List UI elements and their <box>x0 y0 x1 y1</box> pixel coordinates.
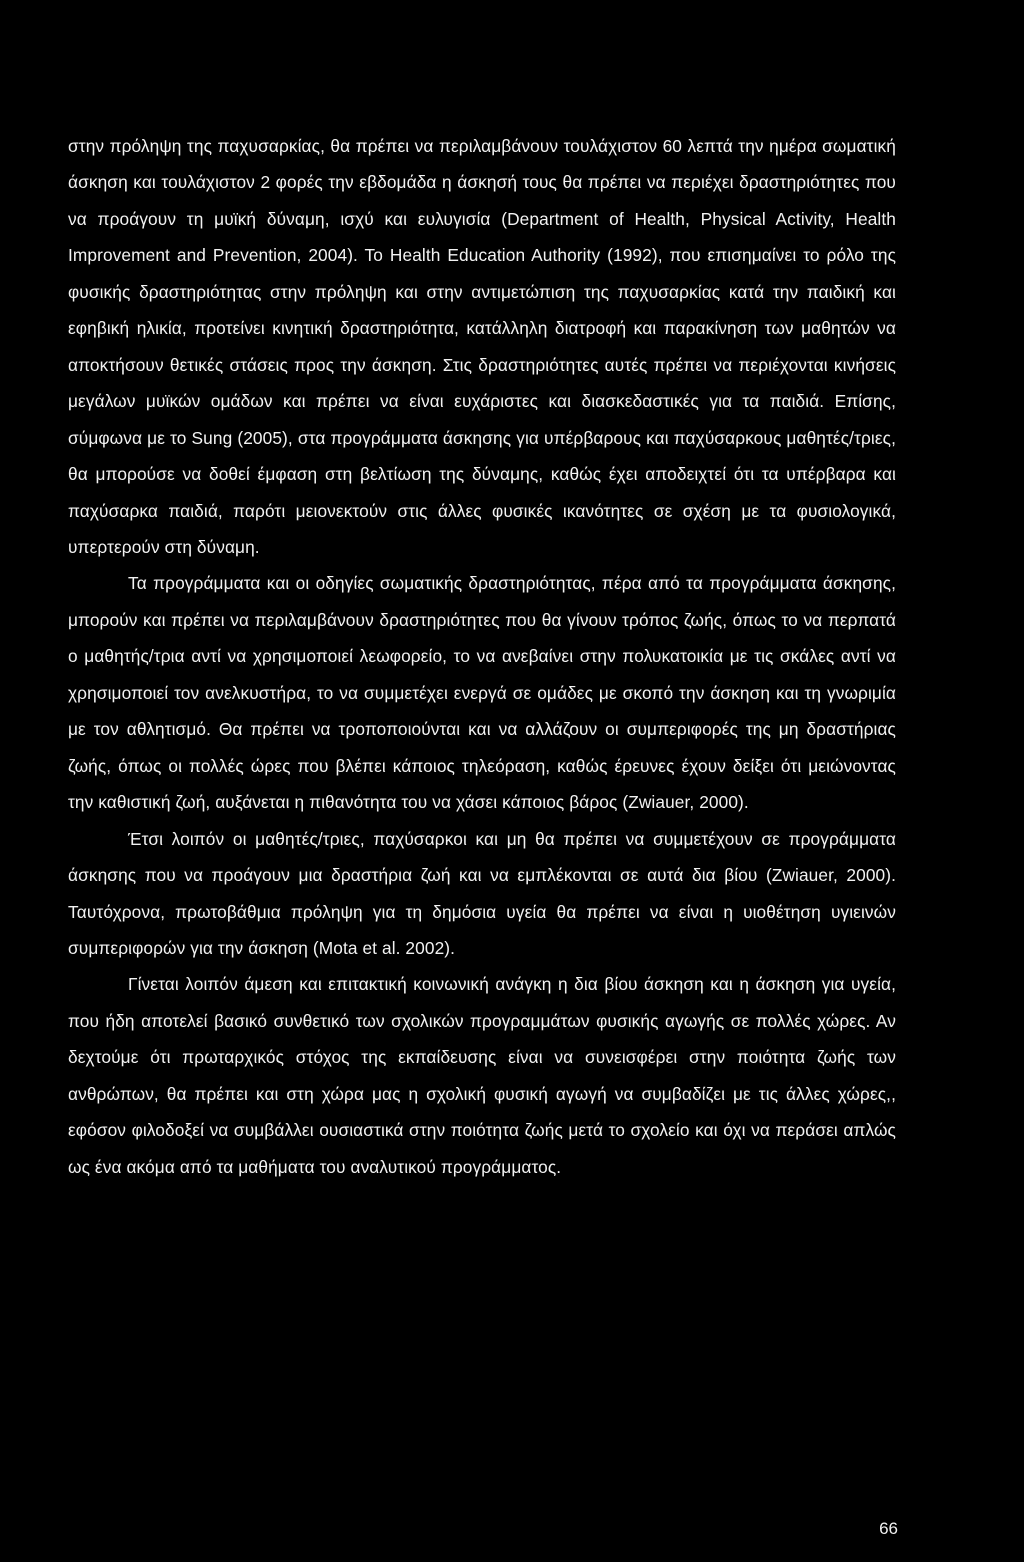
paragraph-2: Τα προγράμματα και οι οδηγίες σωματικής δραστηριότητας, πέρα από τα προγράμματα άσκησης, μπορούν και πρέπει να περιλαμβάνουν δραστηριότητες που θα γίνουν τρόπος ζωής, όπως το να περπατά ο μαθητής/τρια αντί να χρησιμοποιεί λεωφορείο, το να ανεβαίνει στην πολυκατοικία με τις σκάλες αντί να χρησιμοποιεί τον ανελκυστήρα, το να συμμετέχει ενεργά σε ομάδες με σκοπό την άσκηση και τη γνωριμία με τον αθλητισμό. Θα πρέπει να τροποποιούνται και να αλλάζουν οι συμπεριφορές της μη δραστήριας ζωής, όπως οι πολλές ώρες που βλέπει κάποιος τηλεόραση, καθώς έρευνες έχουν δείξει ότι μειώνοντας την καθιστική ζωή, αυξάνεται η πιθανότητα του να χάσει κάποιος βάρος (Zwiauer, 2000). <box>68 573 896 813</box>
paragraph-4: Γίνεται λοιπόν άμεση και επιτακτική κοινωνική ανάγκη η δια βίου άσκηση και η άσκηση για υγεία, που ήδη αποτελεί βασικό συνθετικό των σχολικών προγραμμάτων φυσικής αγωγής σε πολλές χώρες. Αν δεχτούμε ότι πρωταρχικός στόχος της εκπαίδευσης είναι να συνεισφέρει στην ποιότητα ζωής των ανθρώπων, θα πρέπει και στη χώρα μας η σχολική φυσική αγωγή να συμβαδίζει με τις άλλες χώρες,, εφόσον φιλοδοξεί να συμβάλλει ουσιαστικά στην ποιότητα ζωής μετά το σχολείο και όχι να περάσει απλώς ως ένα ακόμα από τα μαθήματα του αναλυτικού προγράμματος. <box>68 974 896 1177</box>
page-number: 66 <box>879 1519 898 1538</box>
body-text <box>68 128 896 1185</box>
paragraph-1: στην πρόληψη της παχυσαρκίας, θα πρέπει να περιλαμβάνουν τουλάχιστον 60 λεπτά την ημέρα σωματική άσκηση και τουλάχιστον 2 φορές την εβδομάδα η άσκησή τους θα πρέπει να περιέχει δραστηριότητες που να προάγουν τη μυϊκή δύναμη, ισχύ και ευλυγισία (Department of Health, Physical Activity, Health Improvement and Prevention, 2004). Το Health Education Authority (1992), που επισημαίνει το ρόλο της φυσικής δραστηριότητας στην πρόληψη και στην αντιμετώπιση της παχυσαρκίας κατά την παιδική και εφηβική ηλικία, προτείνει κινητική δραστηριότητα, κατάλληλη διατροφή και παρακίνηση των μαθητών να αποκτήσουν θετικές στάσεις προς την άσκηση. Στις δραστηριότητες αυτές πρέπει να περιέχονται κινήσεις μεγάλων μυϊκών ομάδων και πρέπει να είναι ευχάριστες και διασκεδαστικές για τα παιδιά. Επίσης, σύμφωνα με το Sung (2005), στα προγράμματα άσκησης για υπέρβαρους και παχύσαρκους μαθητές/τριες, θα μπορούσε να δοθεί έμφαση στη βελτίωση της δύναμης, καθώς έχει αποδειχτεί ότι τα υπέρβαρα και παχύσαρκα παιδιά, παρότι μειονεκτούν στις άλλες φυσικές ικανότητες σε σχέση με τα φυσιολογικά, υπερτερούν στη δύναμη. <box>68 136 896 557</box>
paragraph-3: Έτσι λοιπόν οι μαθητές/τριες, παχύσαρκοι και μη θα πρέπει να συμμετέχουν σε προγράμματα άσκησης που να προάγουν μια δραστήρια ζωή και να εμπλέκονται σε αυτά δια βίου (Zwiauer, 2000). Ταυτόχρονα, πρωτοβάθμια πρόληψη για τη δημόσια υγεία θα πρέπει να είναι η υιοθέτηση υγιεινών συμπεριφορών για την άσκηση (Mota et al. 2002). <box>68 828 896 958</box>
